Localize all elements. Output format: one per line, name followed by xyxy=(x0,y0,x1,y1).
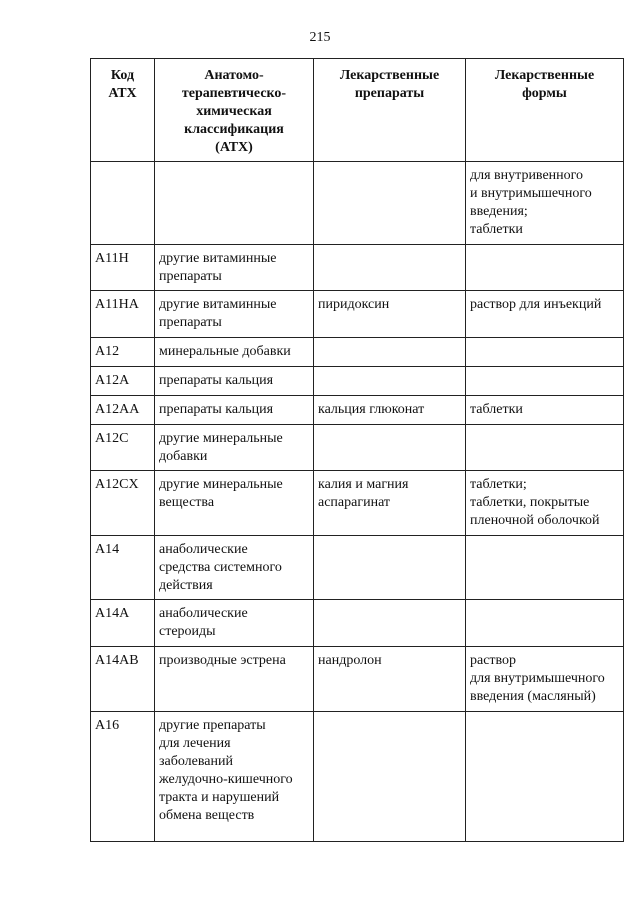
cell-forms xyxy=(466,536,624,600)
table-row xyxy=(91,425,624,471)
cell-code xyxy=(91,162,155,245)
cell-classification: другие минеральные добавки xyxy=(155,425,314,471)
cell-classification: анаболические средства системного действия xyxy=(155,536,314,600)
cell-code: A11H xyxy=(91,245,155,291)
cell-drugs: калия и магния аспарагинат xyxy=(314,471,466,536)
cell-forms xyxy=(466,245,624,291)
cell-forms: таблетки xyxy=(466,396,624,425)
cell-drugs xyxy=(314,162,466,245)
table-row xyxy=(91,245,624,291)
cell-classification: анаболические стероиды xyxy=(155,600,314,647)
cell-code: A12A xyxy=(91,367,155,396)
cell-classification xyxy=(155,162,314,245)
table-row xyxy=(91,536,624,600)
cell-drugs xyxy=(314,338,466,367)
table-row xyxy=(91,471,624,536)
header-drugs: Лекарственные препараты xyxy=(314,59,466,162)
table-row xyxy=(91,162,624,245)
table-row xyxy=(91,291,624,338)
cell-classification: препараты кальция xyxy=(155,396,314,425)
table-row xyxy=(91,712,624,842)
cell-forms xyxy=(466,600,624,647)
table-row xyxy=(91,600,624,647)
cell-classification: препараты кальция xyxy=(155,367,314,396)
cell-forms: раствор для инъекций xyxy=(466,291,624,338)
header-classification: Анатомо- терапевтическо- химическая классификация (АТХ) xyxy=(155,59,314,162)
cell-code: A12AA xyxy=(91,396,155,425)
cell-drugs xyxy=(314,425,466,471)
table-row xyxy=(91,647,624,712)
cell-drugs xyxy=(314,536,466,600)
cell-forms xyxy=(466,338,624,367)
cell-classification: другие витаминные препараты xyxy=(155,291,314,338)
cell-code: A11HA xyxy=(91,291,155,338)
cell-code: A12C xyxy=(91,425,155,471)
page-number: 215 xyxy=(309,30,331,45)
cell-drugs: пиридоксин xyxy=(314,291,466,338)
cell-forms xyxy=(466,367,624,396)
header-code: Код АТХ xyxy=(91,59,155,162)
cell-code: A12CX xyxy=(91,471,155,536)
cell-forms: раствор для внутримышечного введения (масляный) xyxy=(466,647,624,712)
cell-classification: другие препараты для лечения заболеваний желудочно-кишечного тракта и нарушений обмена веществ xyxy=(155,712,314,842)
cell-classification: минеральные добавки xyxy=(155,338,314,367)
cell-forms: для внутривенного и внутримышечного введения; таблетки xyxy=(466,162,624,245)
cell-classification: другие витаминные препараты xyxy=(155,245,314,291)
cell-forms xyxy=(466,712,624,842)
cell-drugs xyxy=(314,600,466,647)
atx-table xyxy=(90,58,624,842)
cell-code: A14AB xyxy=(91,647,155,712)
cell-code: A16 xyxy=(91,712,155,842)
cell-drugs xyxy=(314,245,466,291)
table-row xyxy=(91,367,624,396)
cell-drugs xyxy=(314,367,466,396)
cell-code: A14A xyxy=(91,600,155,647)
cell-drugs: кальция глюконат xyxy=(314,396,466,425)
cell-classification: другие минеральные вещества xyxy=(155,471,314,536)
header-forms: Лекарственные формы xyxy=(466,59,624,162)
table-row xyxy=(91,338,624,367)
cell-code: A12 xyxy=(91,338,155,367)
cell-classification: производные эстрена xyxy=(155,647,314,712)
cell-drugs: нандролон xyxy=(314,647,466,712)
cell-drugs xyxy=(314,712,466,842)
header-row xyxy=(91,59,624,162)
cell-forms xyxy=(466,425,624,471)
table-row xyxy=(91,396,624,425)
cell-code: A14 xyxy=(91,536,155,600)
cell-forms: таблетки; таблетки, покрытые пленочной оболочкой xyxy=(466,471,624,536)
